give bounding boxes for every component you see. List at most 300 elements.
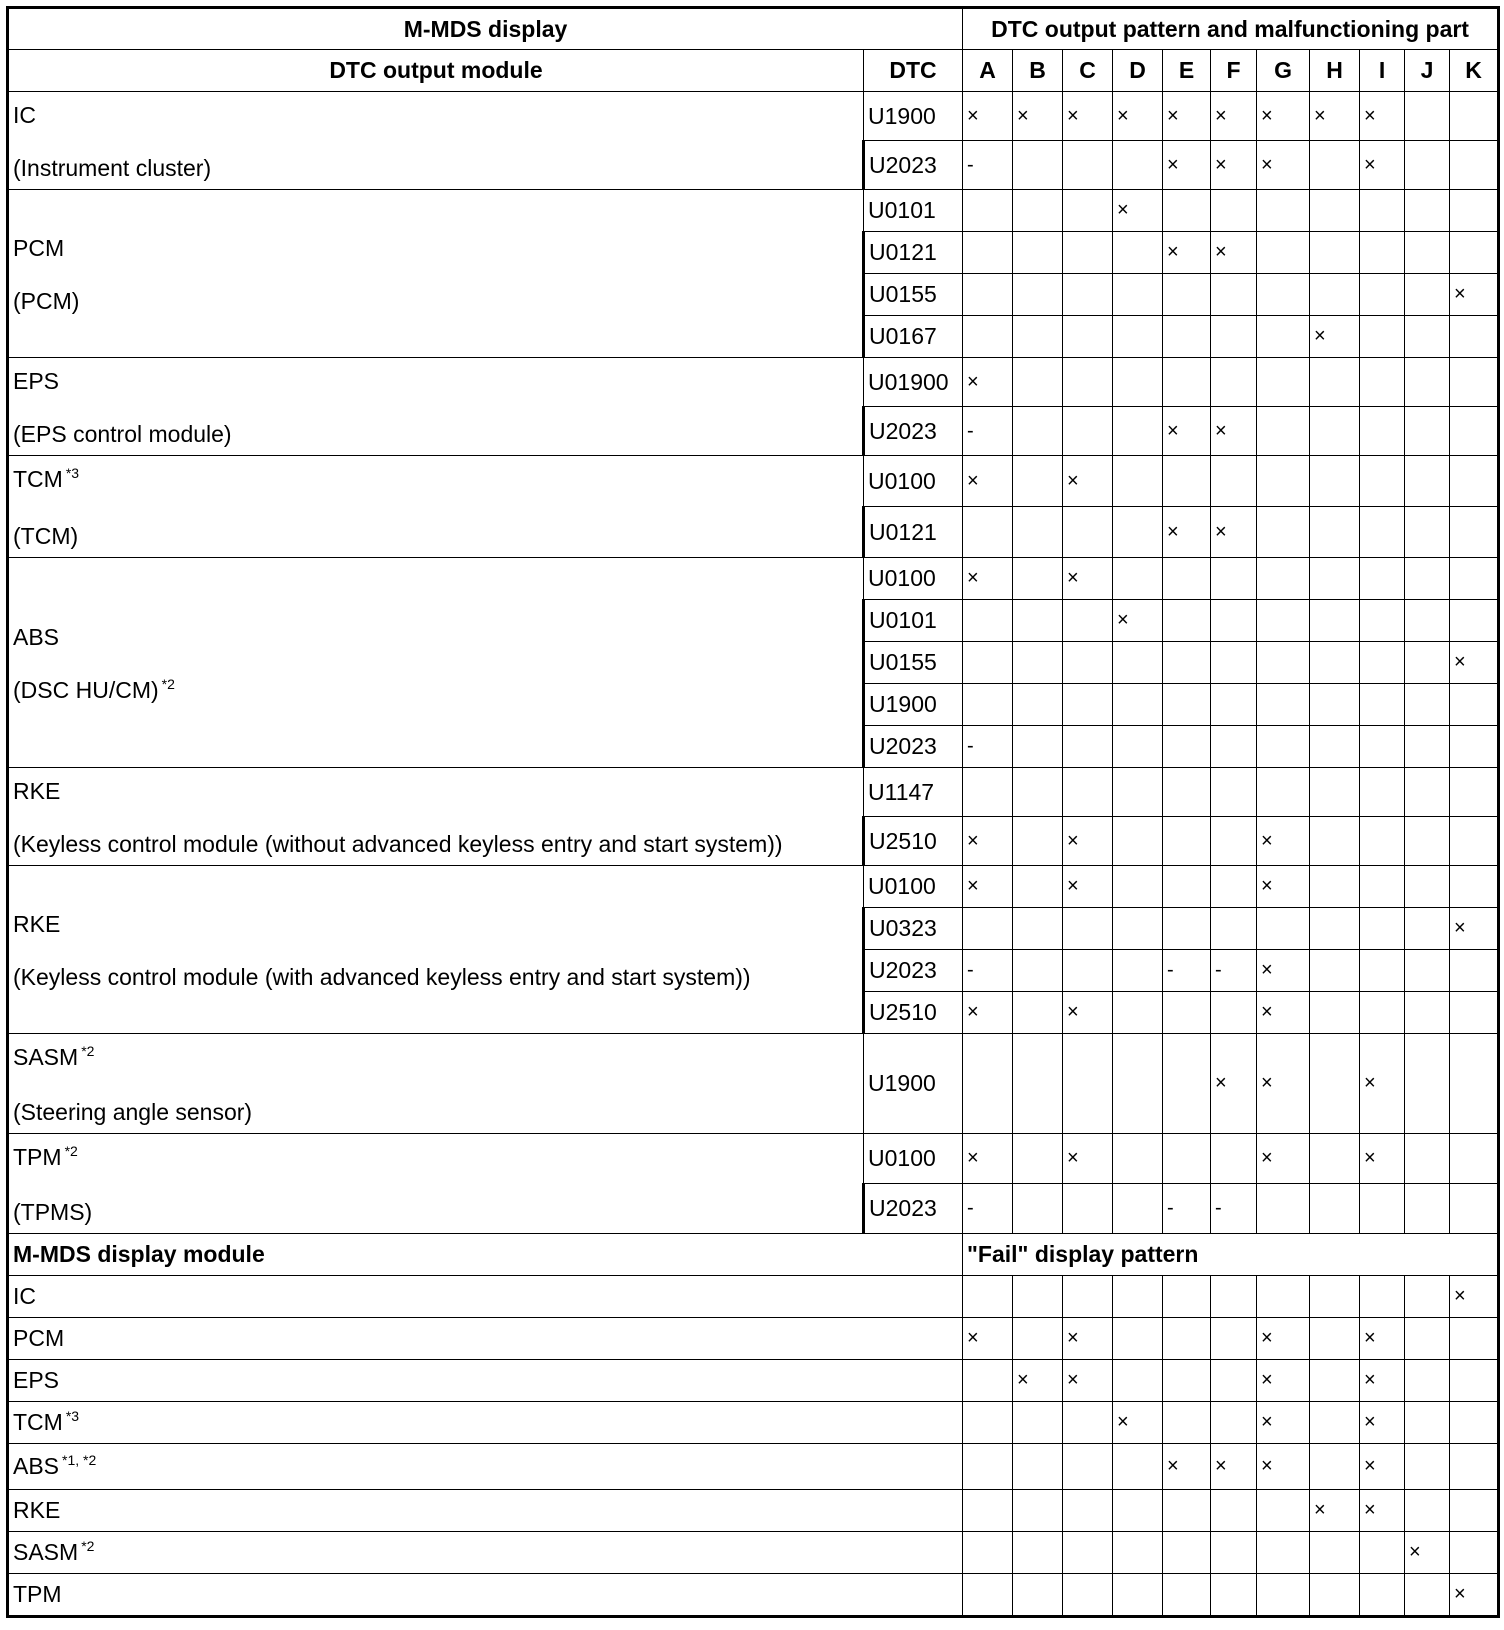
fail-pattern-cell-a — [963, 1574, 1013, 1617]
pattern-cell-e — [1163, 684, 1211, 726]
table-row — [8, 1034, 1499, 1134]
fail-module-name: SASM — [13, 1539, 79, 1565]
pattern-cell-i — [1360, 726, 1405, 768]
pattern-cell-b — [1013, 726, 1063, 768]
pattern-cell-a: × — [963, 456, 1013, 507]
fail-pattern-cell-g — [1257, 1276, 1310, 1318]
pattern-cell-d — [1113, 316, 1163, 358]
module-cell-content — [13, 192, 858, 356]
module-description-footnote: *2 — [161, 675, 175, 692]
pattern-cell-b — [1013, 316, 1063, 358]
pattern-cell-h — [1310, 1034, 1360, 1134]
module-name-line — [13, 94, 858, 135]
pattern-cell-g: × — [1257, 92, 1310, 141]
mmds-display-header: M-MDS display — [8, 8, 963, 50]
module-name-line — [13, 770, 858, 811]
dtc-code: U0100 — [864, 1134, 963, 1184]
module-name: TPM — [13, 1143, 62, 1170]
pattern-cell-e — [1163, 358, 1211, 407]
pattern-cell-a — [963, 1034, 1013, 1134]
pattern-cell-a — [963, 316, 1013, 358]
pattern-cell-e — [1163, 642, 1211, 684]
pattern-cell-k — [1450, 507, 1499, 558]
pattern-cell-k — [1450, 1034, 1499, 1134]
fail-pattern-cell-a — [963, 1402, 1013, 1444]
pattern-cell-d: × — [1113, 92, 1163, 141]
module-description-line — [13, 280, 858, 321]
fail-pattern-cell-b — [1013, 1490, 1063, 1532]
pattern-cell-g: × — [1257, 817, 1310, 866]
pattern-cell-b — [1013, 507, 1063, 558]
pattern-header-i: I — [1360, 50, 1405, 92]
dtc-code: U0101 — [864, 190, 963, 232]
module-name: TCM — [13, 465, 63, 492]
module-description-line — [13, 515, 858, 556]
pattern-cell-d — [1113, 1134, 1163, 1184]
module-description-line — [13, 823, 858, 864]
fail-pattern-cell-c — [1063, 1402, 1113, 1444]
fail-pattern-cell-j — [1405, 1444, 1450, 1490]
pattern-cell-g — [1257, 908, 1310, 950]
pattern-cell-c: × — [1063, 1134, 1113, 1184]
module-footnote: *3 — [65, 464, 80, 481]
pattern-cell-g — [1257, 768, 1310, 817]
pattern-cell-k — [1450, 190, 1499, 232]
pattern-cell-h — [1310, 456, 1360, 507]
pattern-cell-b — [1013, 558, 1063, 600]
fail-pattern-cell-d — [1113, 1360, 1163, 1402]
pattern-cell-a — [963, 768, 1013, 817]
fail-pattern-cell-a — [963, 1490, 1013, 1532]
pattern-cell-h: × — [1310, 92, 1360, 141]
pattern-cell-d — [1113, 950, 1163, 992]
fail-pattern-cell-i: × — [1360, 1444, 1405, 1490]
pattern-cell-f — [1211, 358, 1257, 407]
pattern-cell-h — [1310, 507, 1360, 558]
pattern-cell-h — [1310, 274, 1360, 316]
pattern-cell-g — [1257, 558, 1310, 600]
mmds-display-module-header: M-MDS display module — [8, 1234, 963, 1276]
fail-pattern-cell-h — [1310, 1532, 1360, 1574]
pattern-cell-i — [1360, 866, 1405, 908]
pattern-cell-k — [1450, 407, 1499, 456]
module-cell-content — [13, 770, 858, 864]
fail-pattern-cell-c — [1063, 1444, 1113, 1490]
pattern-cell-d — [1113, 684, 1163, 726]
pattern-cell-j — [1405, 141, 1450, 190]
dtc-table-container — [6, 6, 1500, 1618]
fail-pattern-cell-i — [1360, 1276, 1405, 1318]
module-description-line — [13, 956, 858, 997]
pattern-cell-g — [1257, 232, 1310, 274]
pattern-cell-a: × — [963, 817, 1013, 866]
fail-row — [8, 1444, 1499, 1490]
fail-module-footnote: *2 — [81, 1538, 95, 1555]
fail-pattern-cell-k — [1450, 1490, 1499, 1532]
pattern-cell-b — [1013, 1184, 1063, 1234]
pattern-cell-f — [1211, 908, 1257, 950]
module-description-line — [13, 1091, 859, 1132]
pattern-cell-c — [1063, 232, 1113, 274]
pattern-cell-i — [1360, 642, 1405, 684]
fail-module-name-cell — [8, 1444, 963, 1490]
pattern-cell-b — [1013, 817, 1063, 866]
module-name: IC — [13, 101, 36, 128]
pattern-cell-c — [1063, 316, 1113, 358]
pattern-cell-j — [1405, 908, 1450, 950]
pattern-cell-g: × — [1257, 992, 1310, 1034]
module-cell — [8, 358, 864, 456]
fail-pattern-cell-g: × — [1257, 1444, 1310, 1490]
pattern-cell-c — [1063, 684, 1113, 726]
dtc-code: U2023 — [864, 141, 963, 190]
pattern-cell-a: - — [963, 141, 1013, 190]
pattern-cell-g — [1257, 642, 1310, 684]
pattern-cell-h — [1310, 1184, 1360, 1234]
pattern-cell-e: × — [1163, 92, 1211, 141]
module-cell — [8, 558, 864, 768]
dtc-code: U0121 — [864, 507, 963, 558]
fail-pattern-cell-a: × — [963, 1318, 1013, 1360]
pattern-cell-e: × — [1163, 507, 1211, 558]
fail-module-name-cell — [8, 1276, 963, 1318]
fail-pattern-cell-j: × — [1405, 1532, 1450, 1574]
pattern-cell-e — [1163, 866, 1211, 908]
pattern-cell-e — [1163, 190, 1211, 232]
pattern-cell-i — [1360, 992, 1405, 1034]
pattern-cell-j — [1405, 726, 1450, 768]
pattern-header-c: C — [1063, 50, 1113, 92]
fail-module-name-cell — [8, 1402, 963, 1444]
pattern-cell-i: × — [1360, 1034, 1405, 1134]
fail-pattern-cell-f — [1211, 1318, 1257, 1360]
fail-row — [8, 1318, 1499, 1360]
module-description: (TCM) — [13, 522, 79, 549]
header-row-1 — [8, 8, 1499, 50]
pattern-cell-h — [1310, 817, 1360, 866]
pattern-cell-e — [1163, 558, 1211, 600]
pattern-cell-h — [1310, 232, 1360, 274]
fail-module-name: RKE — [13, 1497, 61, 1523]
pattern-cell-j — [1405, 950, 1450, 992]
dtc-table — [6, 6, 1500, 1618]
fail-pattern-cell-d — [1113, 1490, 1163, 1532]
pattern-cell-a: × — [963, 1134, 1013, 1184]
pattern-cell-g: × — [1257, 950, 1310, 992]
pattern-cell-d — [1113, 726, 1163, 768]
table-row — [8, 92, 1499, 141]
fail-pattern-cell-k — [1450, 1402, 1499, 1444]
fail-module-name-cell — [8, 1318, 963, 1360]
pattern-cell-b — [1013, 950, 1063, 992]
pattern-cell-e — [1163, 274, 1211, 316]
module-footnote: *2 — [81, 1042, 95, 1059]
module-description: (Instrument cluster) — [13, 154, 212, 181]
pattern-cell-b — [1013, 141, 1063, 190]
module-name: PCM — [13, 234, 65, 261]
table-row — [8, 768, 1499, 817]
fail-pattern-cell-e — [1163, 1532, 1211, 1574]
pattern-cell-g — [1257, 684, 1310, 726]
fail-module-name-cell — [8, 1532, 963, 1574]
fail-pattern-cell-h — [1310, 1276, 1360, 1318]
pattern-cell-i — [1360, 456, 1405, 507]
pattern-cell-h — [1310, 908, 1360, 950]
fail-pattern-cell-h — [1310, 1360, 1360, 1402]
module-description-line — [13, 413, 858, 454]
pattern-cell-i — [1360, 768, 1405, 817]
pattern-cell-k — [1450, 141, 1499, 190]
fail-pattern-cell-c — [1063, 1574, 1113, 1617]
pattern-cell-g — [1257, 507, 1310, 558]
dtc-code: U2023 — [864, 726, 963, 768]
fail-pattern-cell-e: × — [1163, 1444, 1211, 1490]
fail-pattern-cell-f — [1211, 1490, 1257, 1532]
module-name: ABS — [13, 623, 60, 650]
fail-pattern-cell-g — [1257, 1574, 1310, 1617]
fail-module-name-cell — [8, 1490, 963, 1532]
pattern-cell-a — [963, 190, 1013, 232]
pattern-cell-h — [1310, 866, 1360, 908]
table-row — [8, 558, 1499, 600]
fail-pattern-cell-b — [1013, 1532, 1063, 1574]
pattern-cell-a: × — [963, 358, 1013, 407]
pattern-cell-e — [1163, 456, 1211, 507]
pattern-cell-d — [1113, 1184, 1163, 1234]
pattern-cell-k — [1450, 768, 1499, 817]
module-name-line — [13, 227, 858, 268]
pattern-cell-a — [963, 232, 1013, 274]
pattern-cell-h — [1310, 642, 1360, 684]
pattern-cell-i — [1360, 950, 1405, 992]
pattern-cell-c: × — [1063, 817, 1113, 866]
pattern-cell-b — [1013, 190, 1063, 232]
fail-pattern-cell-d — [1113, 1318, 1163, 1360]
pattern-cell-h — [1310, 992, 1360, 1034]
fail-pattern-cell-g: × — [1257, 1318, 1310, 1360]
pattern-cell-j — [1405, 456, 1450, 507]
dtc-code: U0323 — [864, 908, 963, 950]
pattern-cell-c — [1063, 1184, 1113, 1234]
pattern-header-e: E — [1163, 50, 1211, 92]
pattern-cell-b — [1013, 768, 1063, 817]
module-cell — [8, 866, 864, 1034]
module-description: (DSC HU/CM) — [13, 676, 159, 703]
pattern-cell-f — [1211, 817, 1257, 866]
fail-pattern-cell-g — [1257, 1532, 1310, 1574]
module-description: (Keyless control module (without advanced keyless entry and start system)) — [13, 830, 783, 857]
module-description: (EPS control module) — [13, 420, 232, 447]
fail-pattern-cell-b — [1013, 1276, 1063, 1318]
module-cell — [8, 1034, 864, 1134]
pattern-cell-i — [1360, 358, 1405, 407]
module-name-line — [13, 1136, 858, 1177]
pattern-cell-e — [1163, 992, 1211, 1034]
fail-pattern-cell-d — [1113, 1444, 1163, 1490]
fail-pattern-cell-j — [1405, 1402, 1450, 1444]
fail-pattern-cell-g: × — [1257, 1402, 1310, 1444]
fail-module-footnote: *3 — [65, 1408, 80, 1425]
fail-pattern-cell-i: × — [1360, 1360, 1405, 1402]
fail-pattern-cell-g: × — [1257, 1360, 1310, 1402]
pattern-header-k: K — [1450, 50, 1499, 92]
pattern-cell-k — [1450, 866, 1499, 908]
fail-section-header-row — [8, 1234, 1499, 1276]
pattern-cell-a: - — [963, 950, 1013, 992]
fail-pattern-cell-e — [1163, 1360, 1211, 1402]
pattern-cell-j — [1405, 684, 1450, 726]
module-cell — [8, 1134, 864, 1234]
dtc-code: U0155 — [864, 642, 963, 684]
module-name-line — [13, 458, 858, 499]
fail-module-name: TCM — [13, 1409, 63, 1435]
pattern-cell-b: × — [1013, 92, 1063, 141]
pattern-cell-a — [963, 274, 1013, 316]
pattern-cell-d — [1113, 817, 1163, 866]
fail-pattern-cell-i: × — [1360, 1318, 1405, 1360]
pattern-cell-k — [1450, 1134, 1499, 1184]
pattern-cell-c — [1063, 507, 1113, 558]
table-row — [8, 358, 1499, 407]
pattern-cell-d — [1113, 908, 1163, 950]
pattern-cell-k — [1450, 232, 1499, 274]
pattern-cell-a — [963, 642, 1013, 684]
pattern-cell-i — [1360, 190, 1405, 232]
fail-pattern-cell-h — [1310, 1444, 1360, 1490]
pattern-cell-d — [1113, 456, 1163, 507]
pattern-cell-k: × — [1450, 274, 1499, 316]
dtc-code: U2023 — [864, 1184, 963, 1234]
pattern-cell-g: × — [1257, 1134, 1310, 1184]
fail-pattern-cell-b — [1013, 1444, 1063, 1490]
fail-pattern-cell-k — [1450, 1360, 1499, 1402]
pattern-cell-f — [1211, 866, 1257, 908]
pattern-cell-i — [1360, 908, 1405, 950]
pattern-cell-k — [1450, 726, 1499, 768]
dtc-code: U1900 — [864, 92, 963, 141]
dtc-code: U1147 — [864, 768, 963, 817]
pattern-cell-k: × — [1450, 642, 1499, 684]
pattern-cell-j — [1405, 817, 1450, 866]
pattern-cell-h — [1310, 190, 1360, 232]
fail-pattern-cell-b — [1013, 1574, 1063, 1617]
pattern-cell-k: × — [1450, 908, 1499, 950]
pattern-cell-i — [1360, 316, 1405, 358]
pattern-cell-i: × — [1360, 1134, 1405, 1184]
pattern-cell-j — [1405, 992, 1450, 1034]
module-cell-content — [13, 560, 858, 766]
module-name: EPS — [13, 367, 60, 394]
module-name-line — [13, 616, 858, 657]
pattern-cell-c — [1063, 768, 1113, 817]
pattern-cell-f — [1211, 600, 1257, 642]
pattern-header-f: F — [1211, 50, 1257, 92]
fail-pattern-cell-h — [1310, 1402, 1360, 1444]
pattern-cell-h — [1310, 726, 1360, 768]
module-name-line — [13, 1036, 859, 1077]
fail-row — [8, 1532, 1499, 1574]
pattern-cell-b — [1013, 866, 1063, 908]
pattern-cell-f: × — [1211, 141, 1257, 190]
fail-pattern-cell-e — [1163, 1318, 1211, 1360]
fail-pattern-cell-c — [1063, 1276, 1113, 1318]
fail-pattern-cell-c: × — [1063, 1360, 1113, 1402]
pattern-cell-h — [1310, 950, 1360, 992]
module-name-line — [13, 360, 858, 401]
pattern-cell-f — [1211, 456, 1257, 507]
pattern-cell-k — [1450, 684, 1499, 726]
fail-pattern-cell-b — [1013, 1402, 1063, 1444]
pattern-cell-c — [1063, 274, 1113, 316]
pattern-cell-b — [1013, 908, 1063, 950]
pattern-cell-f — [1211, 726, 1257, 768]
pattern-cell-i: × — [1360, 92, 1405, 141]
pattern-cell-j — [1405, 358, 1450, 407]
pattern-cell-g — [1257, 407, 1310, 456]
pattern-cell-i — [1360, 1184, 1405, 1234]
pattern-cell-d — [1113, 1034, 1163, 1134]
pattern-cell-g — [1257, 726, 1310, 768]
pattern-cell-f: × — [1211, 507, 1257, 558]
fail-row — [8, 1360, 1499, 1402]
pattern-cell-c — [1063, 950, 1113, 992]
pattern-cell-c: × — [1063, 866, 1113, 908]
pattern-cell-e — [1163, 768, 1211, 817]
pattern-cell-c: × — [1063, 992, 1113, 1034]
fail-module-name: PCM — [13, 1325, 65, 1351]
module-cell-content — [13, 1136, 858, 1232]
pattern-cell-a: × — [963, 92, 1013, 141]
pattern-cell-b — [1013, 684, 1063, 726]
pattern-header-b: B — [1013, 50, 1063, 92]
dtc-code: U0100 — [864, 456, 963, 507]
pattern-cell-k — [1450, 358, 1499, 407]
pattern-cell-i — [1360, 817, 1405, 866]
pattern-cell-b — [1013, 1034, 1063, 1134]
pattern-cell-e: × — [1163, 232, 1211, 274]
pattern-cell-a — [963, 684, 1013, 726]
pattern-cell-k — [1450, 558, 1499, 600]
pattern-cell-b — [1013, 992, 1063, 1034]
fail-pattern-cell-d — [1113, 1574, 1163, 1617]
pattern-cell-f: - — [1211, 1184, 1257, 1234]
table-row — [8, 456, 1499, 507]
pattern-cell-d: × — [1113, 600, 1163, 642]
pattern-cell-e — [1163, 600, 1211, 642]
dtc-code: U1900 — [864, 684, 963, 726]
pattern-cell-g — [1257, 1184, 1310, 1234]
pattern-cell-k — [1450, 600, 1499, 642]
pattern-cell-k — [1450, 950, 1499, 992]
pattern-cell-c: × — [1063, 558, 1113, 600]
module-cell-content — [13, 458, 858, 556]
pattern-header-d: D — [1113, 50, 1163, 92]
pattern-cell-h — [1310, 600, 1360, 642]
dtc-output-pattern-header: DTC output pattern and malfunctioning part — [963, 8, 1499, 50]
pattern-cell-d: × — [1113, 190, 1163, 232]
pattern-cell-b — [1013, 600, 1063, 642]
pattern-cell-e: - — [1163, 1184, 1211, 1234]
pattern-cell-b — [1013, 358, 1063, 407]
pattern-cell-j — [1405, 274, 1450, 316]
fail-pattern-cell-e — [1163, 1490, 1211, 1532]
pattern-cell-h — [1310, 1134, 1360, 1184]
fail-pattern-cell-k: × — [1450, 1574, 1499, 1617]
fail-pattern-cell-h — [1310, 1574, 1360, 1617]
fail-pattern-cell-e — [1163, 1574, 1211, 1617]
pattern-cell-f: × — [1211, 1034, 1257, 1134]
pattern-cell-h — [1310, 684, 1360, 726]
